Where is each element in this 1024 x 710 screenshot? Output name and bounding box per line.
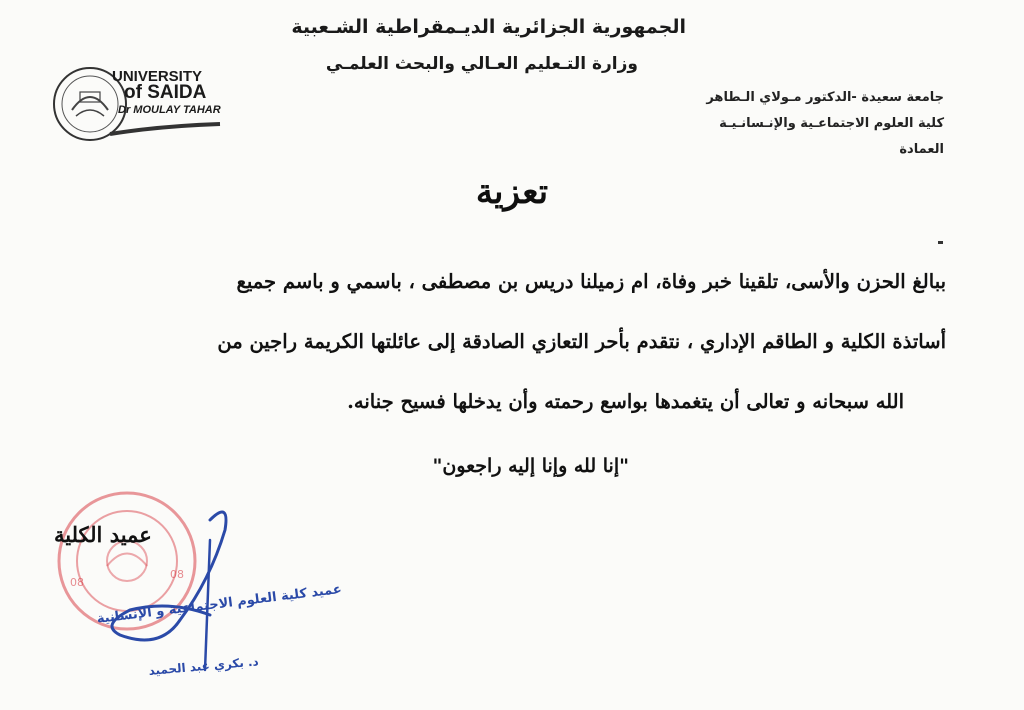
- svg-text:08: 08: [170, 568, 184, 581]
- body-line-3: الله سبحانه و تعالى أن يتغمدها بواسع رحمته وأن يدخلها فسيح جنانه.: [347, 390, 904, 413]
- dean-stamp-line1: عميد كلية العلوم الاجتماعية و الإنسانية: [96, 581, 343, 627]
- republic-header: الجمهورية الجزائرية الديـمقراطية الشـعبية: [291, 16, 686, 38]
- body-line-1: ببالغ الحزن والأسى، تلقينا خبر وفاة، ام زميلنا دريس بن مصطفى ، باسمي و باسم جميع: [236, 270, 946, 293]
- document-title: تعزية: [475, 172, 549, 212]
- signatory-title: عميد الكلية: [54, 522, 152, 547]
- ministry-header: وزارة التـعليم العـالي والبحث العلمـي: [325, 54, 638, 74]
- svg-text:08: 08: [70, 576, 84, 589]
- office-name: العمادة: [899, 142, 944, 157]
- dean-stamp-line2: د. بكري عبد الحميد: [148, 654, 260, 678]
- logo-text-line2: of SAIDA: [124, 82, 207, 103]
- ink-dot: [938, 241, 943, 244]
- logo-text-line1: UNIVERSITY: [112, 68, 203, 85]
- body-line-2: أساتذة الكلية و الطاقم الإداري ، نتقدم بأحر التعازي الصادقة إلى عائلتها الكريمة راجين من: [217, 330, 946, 353]
- university-name: جامعة سعيدة -الدكتور مـولاي الـطاهر: [706, 90, 944, 105]
- quran-quote: "إنا لله وإنا إليه راجعون": [432, 455, 629, 477]
- logo-text-line3: Dr MOULAY TAHAR: [118, 104, 221, 116]
- faculty-name: كلية العلوم الاجتماعـية والإنـسانـيـة: [719, 116, 944, 131]
